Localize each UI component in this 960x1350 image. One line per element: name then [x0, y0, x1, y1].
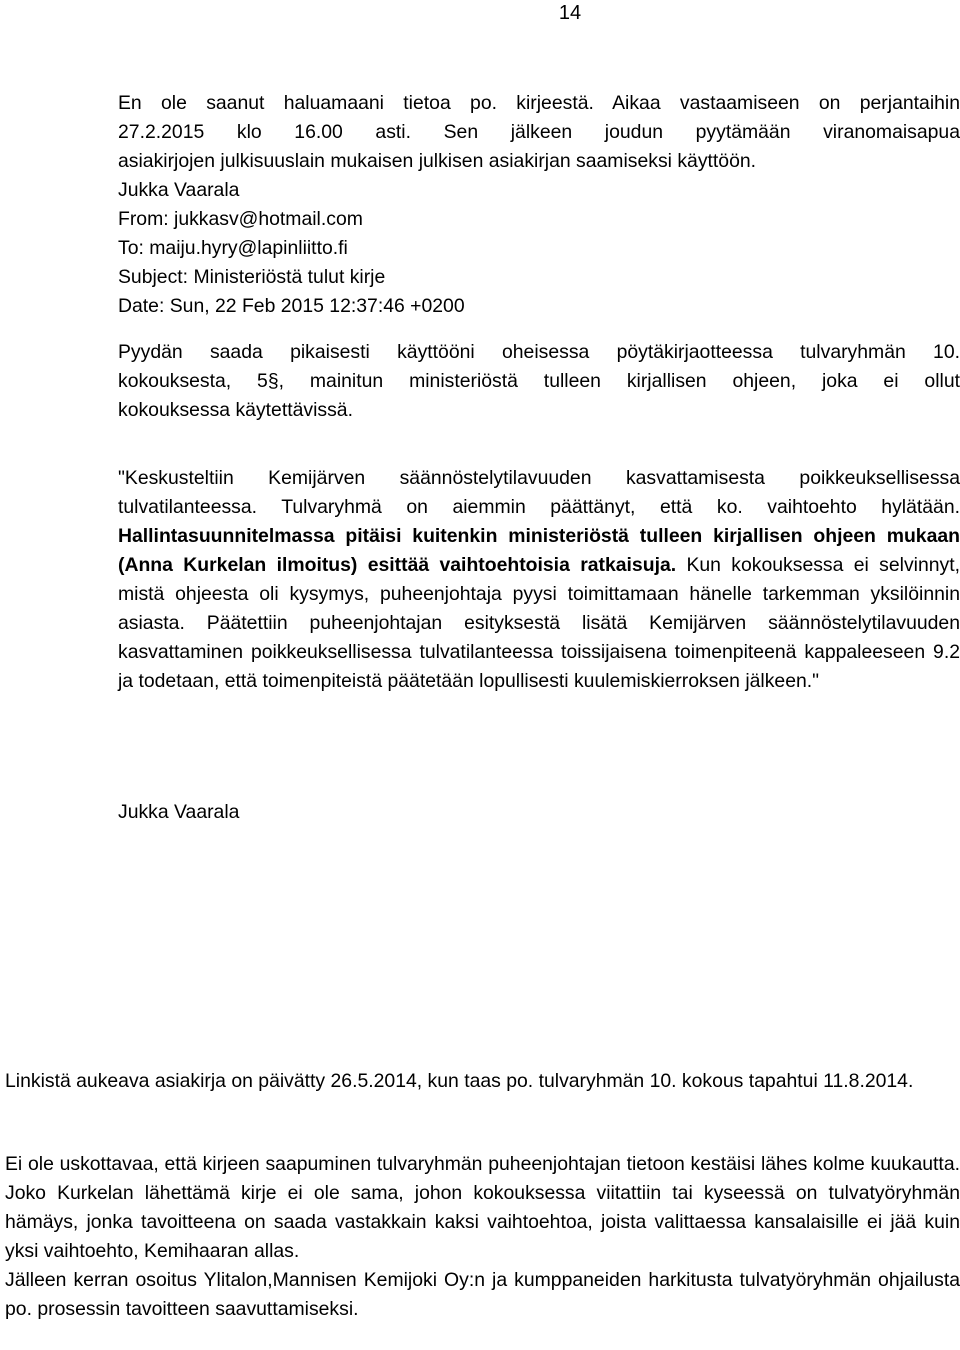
quote-text-2: Kun kokouksessa ei selvinnyt, mistä ohjeesta oli kysymys, puheenjohtaja pyysi toimittamaan hänelle tarkemman yksilöinnin asiasta. Päätettiin puheenjohtajan esityksestä lisätä Kemijärven säännöstelytilavuuden kasvattaminen poikkeuksellisessa tulvatilanteessa toissijaisena toimenpiteenä kappaleeseen 9.2 ja todetaan, että toimenpiteistä päätetään lopullisesti kuulemiskierroksen jälkeen." [118, 554, 960, 692]
quoted-email [118, 89, 960, 696]
quote-bold-text: Hallintasuunnitelmassa pitäisi kuitenkin ministeriöstä tulleen kirjallisen ohjeen mukaan (Anna Kurkelan ilmoitus) esittää vaihtoehtoisia ratkaisuja. [118, 525, 960, 576]
comment-paragraph-1: Linkistä aukeava asiakirja on päivätty 26.5.2014, kun taas po. tulvaryhmän 10. kokous tapahtui 11.8.2014. [5, 1070, 914, 1092]
intro-line-1: En ole saanut haluamaani tietoa po. kirjeestä. Aikaa vastaamiseen on perjantaihin [118, 92, 960, 114]
request-line-2: kokouksesta, 5§, mainitun ministeriöstä tulleen kirjallisen ohjeen, joka ei ollut [118, 370, 960, 392]
intro-line-2: 27.2.2015 klo 16.00 asti. Sen jälkeen joudun pyytämään viranomaisapua [118, 121, 960, 143]
email-subject: Subject: Ministeriöstä tulut kirje [118, 266, 386, 288]
quote-text-1: "Keskusteltiin Kemijärven säännöstelytilavuuden kasvattamisesta poikkeuksellisessa tulvatilanteessa. Tulvaryhmä on aiemmin päättänyt, että ko. vaihtoehto hylätään. [118, 467, 960, 518]
request-line-3: kokouksessa käytettävissä. [118, 399, 353, 421]
sender-name: Jukka Vaarala [118, 179, 240, 201]
email-from: From: jukkasv@hotmail.com [118, 208, 363, 230]
email-date: Date: Sun, 22 Feb 2015 12:37:46 +0200 [118, 295, 465, 317]
intro-line-3: asiakirjojen julkisuuslain mukaisen julkisen asiakirjan saamiseksi käyttöön. [118, 150, 757, 172]
signature: Jukka Vaarala [118, 801, 240, 823]
email-to: To: maiju.hyry@lapinliitto.fi [118, 237, 348, 259]
comment-body [5, 1150, 960, 1324]
request-line-1: Pyydän saada pikaisesti käyttööni oheisessa pöytäkirjaotteessa tulvaryhmän 10. [118, 341, 960, 363]
meeting-quote [118, 464, 960, 696]
page-number: 14 [558, 2, 582, 24]
comment-paragraph-3: Jälleen kerran osoitus Ylitalon,Mannisen Kemijoki Oy:n ja kumppaneiden harkitusta tulvatyöryhmän ohjailusta po. prosessin tavoitteen saavuttamiseksi. [5, 1269, 960, 1320]
comment-paragraph-2: Ei ole uskottavaa, että kirjeen saapuminen tulvaryhmän puheenjohtajan tietoon kestäisi lähes kolme kuukautta. Joko Kurkelan lähettämä kirje ei ole sama, johon kokouksessa viitattiin tai kyseessä on tulvatyöryhmän hämäys, jonka tavoitteena on saada vastakkain kaksi vaihtoehtoa, joista valittaessa kansalaisille ei jää kuin yksi vaihtoehto, Kemihaaran allas. [5, 1153, 960, 1262]
